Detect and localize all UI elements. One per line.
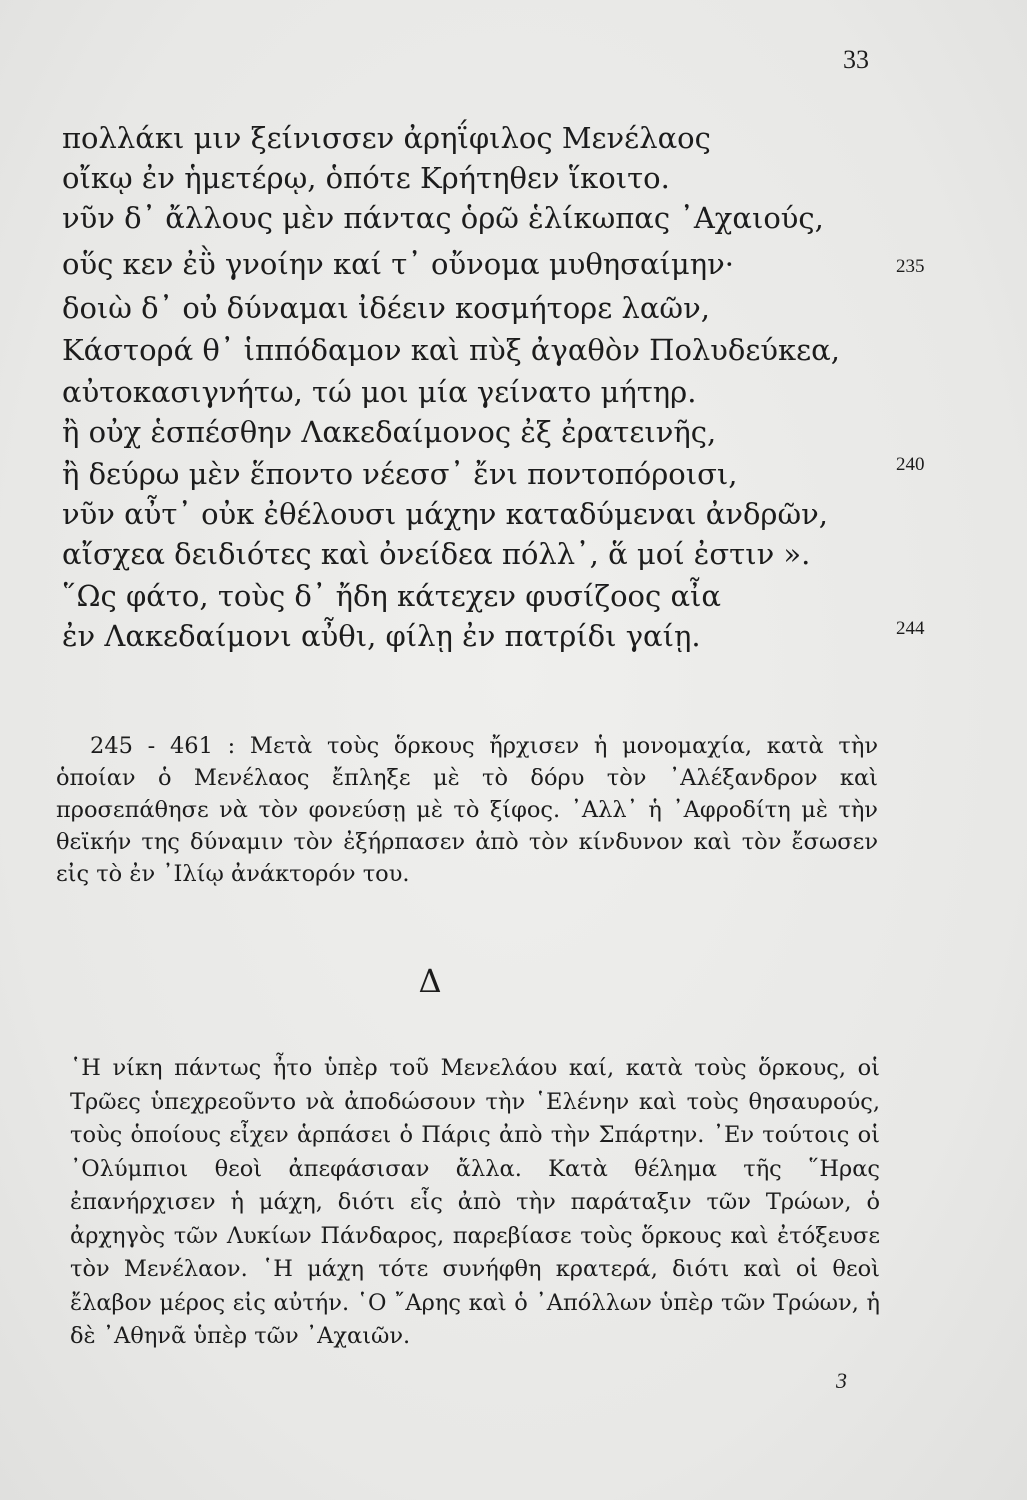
line-number-244: 244 (896, 618, 925, 639)
verse-line: πολλάκι μιν ξείνισσεν ἀρηΐφιλος Μενέλαος (62, 121, 711, 155)
verse-line: αἴσχεα δειδιότες καὶ ὀνείδεα πόλλ᾽, ἅ μοί ἐστιν ». (62, 537, 811, 571)
verse-line: οἴκῳ ἐν ἡμετέρῳ, ὁπότε Κρήτηθεν ἵκοιτο. (62, 161, 670, 195)
prose-paragraph (56, 1052, 880, 1354)
verse-line: ἢ δεύρω μὲν ἕποντο νέεσσ᾽ ἔνι ποντοπόροισι, (62, 457, 738, 491)
page-number: 33 (843, 45, 869, 74)
verse-line: αὐτοκασιγνήτω, τώ μοι μία γείνατο μήτηρ. (62, 375, 697, 409)
verse-line: ἐν Λακεδαίμονι αὖθι, φίλῃ ἐν πατρίδι γαίῃ. (62, 619, 701, 653)
verse-line: Κάστορά θ᾽ ἱππόδαμον καὶ πὺξ ἀγαθὸν Πολυδεύκεα, (62, 333, 840, 367)
verse-line: δοιὼ δ᾽ οὐ δύναμαι ἰδέειν κοσμήτορε λαῶν, (62, 291, 710, 325)
verse-line: νῦν αὖτ᾽ οὐκ ἐθέλουσι μάχην καταδύμεναι ἀνδρῶν, (62, 497, 828, 531)
line-number-235: 235 (896, 256, 925, 277)
verse-line: νῦν δ᾽ ἄλλους μὲν πάντας ὁρῶ ἑλίκωπας ᾽Αχαιούς, (62, 201, 824, 235)
verse-line: ἢ οὐχ ἑσπέσθην Λακεδαίμονος ἐξ ἐρατεινῆς, (62, 415, 717, 449)
verse-line: ῞Ως φάτο, τοὺς δ᾽ ἤδη κάτεχεν φυσίζοος αἶα (62, 579, 721, 613)
summary-paragraph (56, 730, 878, 890)
line-number-240: 240 (896, 454, 925, 475)
prose-text: ῾Η νίκη πάντως ἦτο ὑπὲρ τοῦ Μενελάου καί, κατὰ τοὺς ὅρκους, οἱ Τρῶες ὑπεχρεοῦντο νὰ ἀποδώσουν τὴν ῾Ελένην καὶ τοὺς θησαυρούς, τοὺς ὁποίους εἶχεν ἁρπάσει ὁ Πάρις ἀπὸ τὴν Σπάρτην. ᾽Εν τούτοις οἱ ᾽Ολύμπιοι θεοὶ ἀπεφάσισαν ἄλλα. Κατὰ θέλημα τῆς ῞Ηρας ἐπανήρχισεν ἡ μάχη, διότι εἷς ἀπὸ τὴν παράταξιν τῶν Τρώων, ὁ ἀρχηγὸς τῶν Λυκίων Πάνδαρος, παρεβίασε τοὺς ὅρκους καὶ ἐτόξευσε τὸν Μενέλαον. ῾Η μάχη τότε συνήφθη κρατερά, διότι καὶ οἱ θεοὶ ἔλαβον μέρος εἰς αὐτήν. ῾Ο ῎Αρης καὶ ὁ ᾽Απόλλων ὑπὲρ τῶν Τρώων, ἡ δὲ ᾽Αθηνᾶ ὑπὲρ τῶν ᾽Αχαιῶν. (70, 1055, 880, 1349)
signature-mark: 3 (836, 1368, 847, 1393)
verse-line: οὕς κεν ἐῢ γνοίην καί τ᾽ οὔνομα μυθησαίμην· (62, 247, 734, 281)
summary-text: 245 - 461 : Μετὰ τοὺς ὅρκους ἤρχισεν ἡ μονομαχία, κατὰ τὴν ὁποίαν ὁ Μενέλαος ἔπληξε μὲ τὸ δόρυ τὸν ᾽Αλέξανδρον καὶ προσεπάθησε νὰ τὸν φονεύσῃ μὲ τὸ ξίφος. ᾽Αλλ᾽ ἡ ᾽Αφροδίτη μὲ τὴν θεϊκήν της δύναμιν τὸν ἐξήρπασεν ἀπὸ τὸν κίνδυνον καὶ τὸν ἔσωσεν εἰς τὸ ἐν ᾽Ιλίῳ ἀνάκτορόν του. (56, 733, 878, 887)
section-heading: Δ (418, 962, 442, 1000)
